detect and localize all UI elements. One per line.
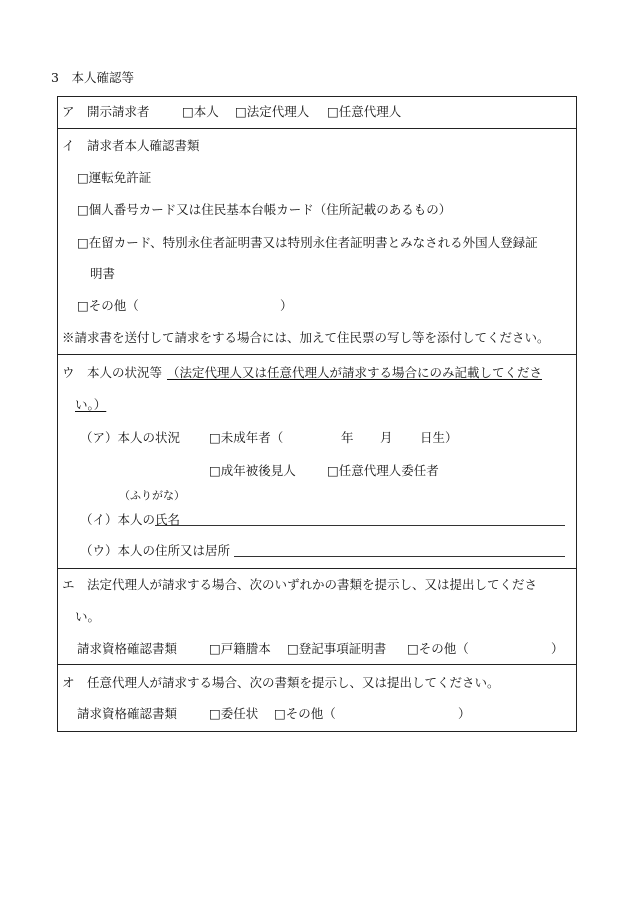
name-input-line[interactable] [155, 525, 565, 526]
checkbox-power-of-attorney[interactable]: □委任状 [209, 706, 259, 721]
checkbox-legal-other[interactable]: □その他（ [407, 641, 469, 656]
status-note-line2: い。） [75, 397, 107, 412]
divider-i [57, 354, 576, 355]
divider-a [57, 128, 576, 129]
voluntary-agent-instruction: オ 任意代理人が請求する場合、次の書類を提示し、又は提出してください。 [62, 675, 500, 690]
checkbox-id-other[interactable]: □その他（ [77, 298, 139, 313]
voluntary-doc-label: 請求資格確認書類 [77, 706, 178, 721]
checkbox-residence-card[interactable]: □在留カード、特別永住者証明書又は特別永住者証明書とみなされる外国人登録証 [77, 235, 538, 250]
residence-card-cont: 明書 [90, 266, 116, 281]
checkbox-registry-certificate[interactable]: □登記事項証明書 [287, 641, 387, 656]
voluntary-other-close: ） [458, 706, 471, 721]
section-heading: 3 本人確認等 [51, 70, 134, 85]
divider-e [57, 664, 576, 665]
checkbox-my-number-card[interactable]: □個人番号カード又は住民基本台帳カード（住所記載のあるもの） [77, 202, 452, 217]
status-note-line1: （法定代理人又は任意代理人が請求する場合にのみ記載してくださ [167, 365, 543, 380]
checkbox-family-register[interactable]: □戸籍謄本 [209, 641, 271, 656]
person-status-label: （ア）本人の状況 [80, 430, 181, 445]
checkbox-legal-agent[interactable]: □法定代理人 [235, 104, 310, 119]
checkbox-adult-ward[interactable]: □成年被後見人 [209, 463, 296, 478]
legal-agent-instruction-line2: い。 [75, 609, 101, 624]
divider-u [57, 568, 576, 569]
checkbox-minor[interactable]: □未成年者（ [209, 430, 284, 445]
legal-doc-label: 請求資格確認書類 [77, 641, 178, 656]
checkbox-voluntary-agent[interactable]: □任意代理人 [327, 104, 402, 119]
checkbox-voluntary-other[interactable]: □その他（ [274, 706, 336, 721]
year-label: 年 [341, 430, 354, 445]
identity-form-table [57, 96, 577, 732]
requester-label: ア 開示請求者 [62, 104, 150, 119]
mail-note: ※請求書を送付して請求をする場合には、加えて住民票の写し等を添付してください。 [62, 330, 550, 345]
checkbox-delegator[interactable]: □任意代理人委任者 [327, 463, 439, 478]
legal-other-close: ） [551, 641, 564, 656]
checkbox-self[interactable]: □本人 [182, 104, 219, 119]
address-label: （ウ）本人の住所又は居所 [80, 543, 231, 558]
name-label: （イ）本人の氏名 [80, 512, 181, 527]
legal-agent-instruction-line1: エ 法定代理人が請求する場合、次のいずれかの書類を提示し、又は提出してくださ [62, 577, 538, 592]
address-input-line[interactable] [234, 556, 565, 557]
furigana-label: （ふりがな） [119, 489, 185, 502]
id-docs-label: イ 請求者本人確認書類 [62, 138, 200, 153]
checkbox-drivers-license[interactable]: □運転免許証 [77, 170, 152, 185]
status-label: ウ 本人の状況等 [62, 365, 163, 380]
birth-label: 日生） [420, 430, 458, 445]
month-label: 月 [380, 430, 393, 445]
id-other-close: ） [280, 298, 293, 313]
